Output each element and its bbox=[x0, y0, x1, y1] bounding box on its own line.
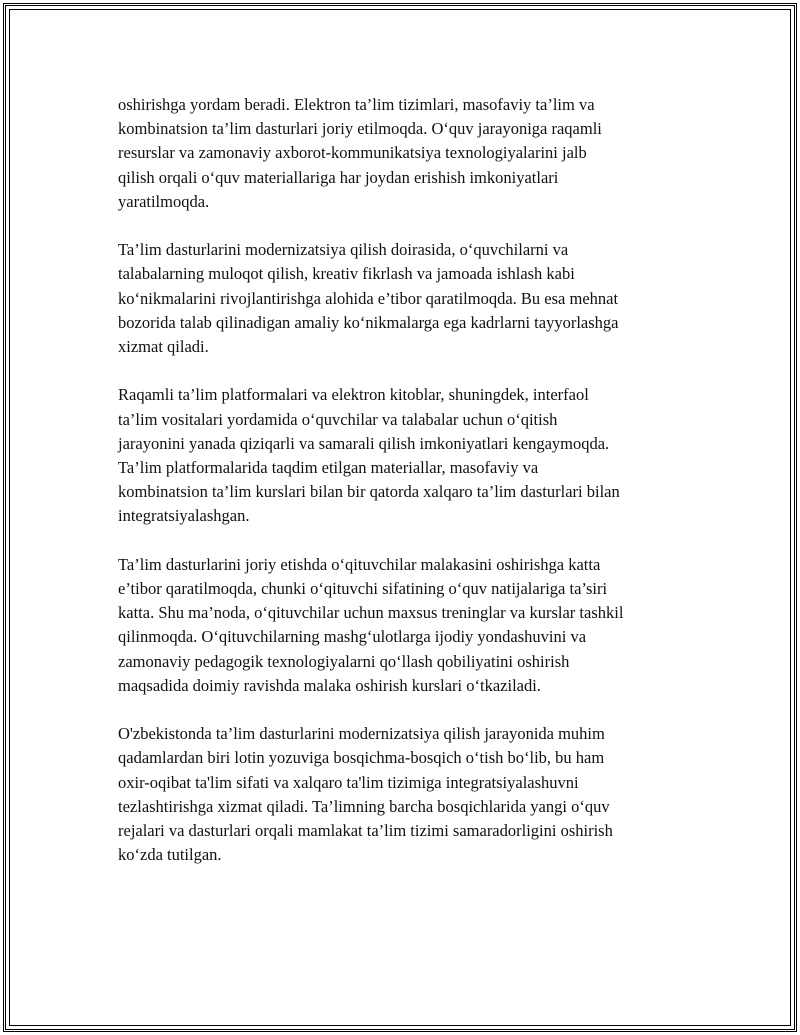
document-body bbox=[118, 93, 698, 892]
paragraph-digital-education: oshirishga yordam beradi. Elektron ta’lim tizimlari, masofaviy ta’lim va kombinatsion ta’lim dasturlari joriy etilmoqda. O‘quv jarayoniga raqamli resurslar va zamonaviy axborot-kommunikatsiya texnologiyalarini jalb qilish orqali o‘quv materiallariga har joydan erishish imkoniyatlari yaratilmoqda. bbox=[118, 95, 602, 211]
paragraph-latin-script-transition: O'zbekistonda ta’lim dasturlarini modernizatsiya qilish jarayonida muhim qadamlardan biri lotin yozuviga bosqichma-bosqich o‘tish bo‘lib, bu ham oxir-oqibat ta'lim sifati va xalqaro ta'lim tizimiga integratsiyalashuvni tezlashtirishga xizmat qiladi. Ta’limning barcha bosqichlarida yangi o‘quv rejalari va dasturlari orqali mamlakat ta’lim tizimi samaradorligini oshirish ko‘zda tutilgan. bbox=[118, 724, 613, 865]
paragraph-skills-development: Ta’lim dasturlarini modernizatsiya qilish doirasida, o‘quvchilarni va talabalarning muloqot qilish, kreativ fikrlash va jamoada ishlash kabi ko‘nikmalarini rivojlantirishga alohida e’tibor qaratilmoqda. Bu esa mehnat bozorida talab qilinadigan amaliy ko‘nikmalarga ega kadrlarni tayyorlashga xizmat qiladi. bbox=[118, 240, 619, 357]
paragraph-teacher-training: Ta’lim dasturlarini joriy etishda o‘qituvchilar malakasini oshirishga katta e’tibor qaratilmoqda, chunki o‘qituvchi sifatining o‘quv natijalariga ta’siri katta. Shu ma’noda, o‘qituvchilar uchun maxsus treninglar va kurslar tashkil qilinmoqda. O‘qituvchilarning mashg‘ulotlarga ijodiy yondashuvini va zamonaviy pedagogik texnologiyalarni qo‘llash qobiliyatini oshirish maqsadida doimiy ravishda malaka oshirish kurslari o‘tkaziladi. bbox=[118, 554, 624, 695]
paragraph-digital-platforms: Raqamli ta’lim platformalari va elektron kitoblar, shuningdek, interfaol ta’lim vositalari yordamida o‘quvchilar va talabalar uchun o‘qitish jarayonini yanada qiziqarli va samarali qilish imkoniyatlari kengaymoqda. Ta’lim platformalarida taqdim etilgan materiallar, masofaviy va kombinatsion ta’lim kurslari bilan bir qatorda xalqaro ta’lim dasturlari bilan integratsiyalashgan. bbox=[118, 385, 620, 526]
